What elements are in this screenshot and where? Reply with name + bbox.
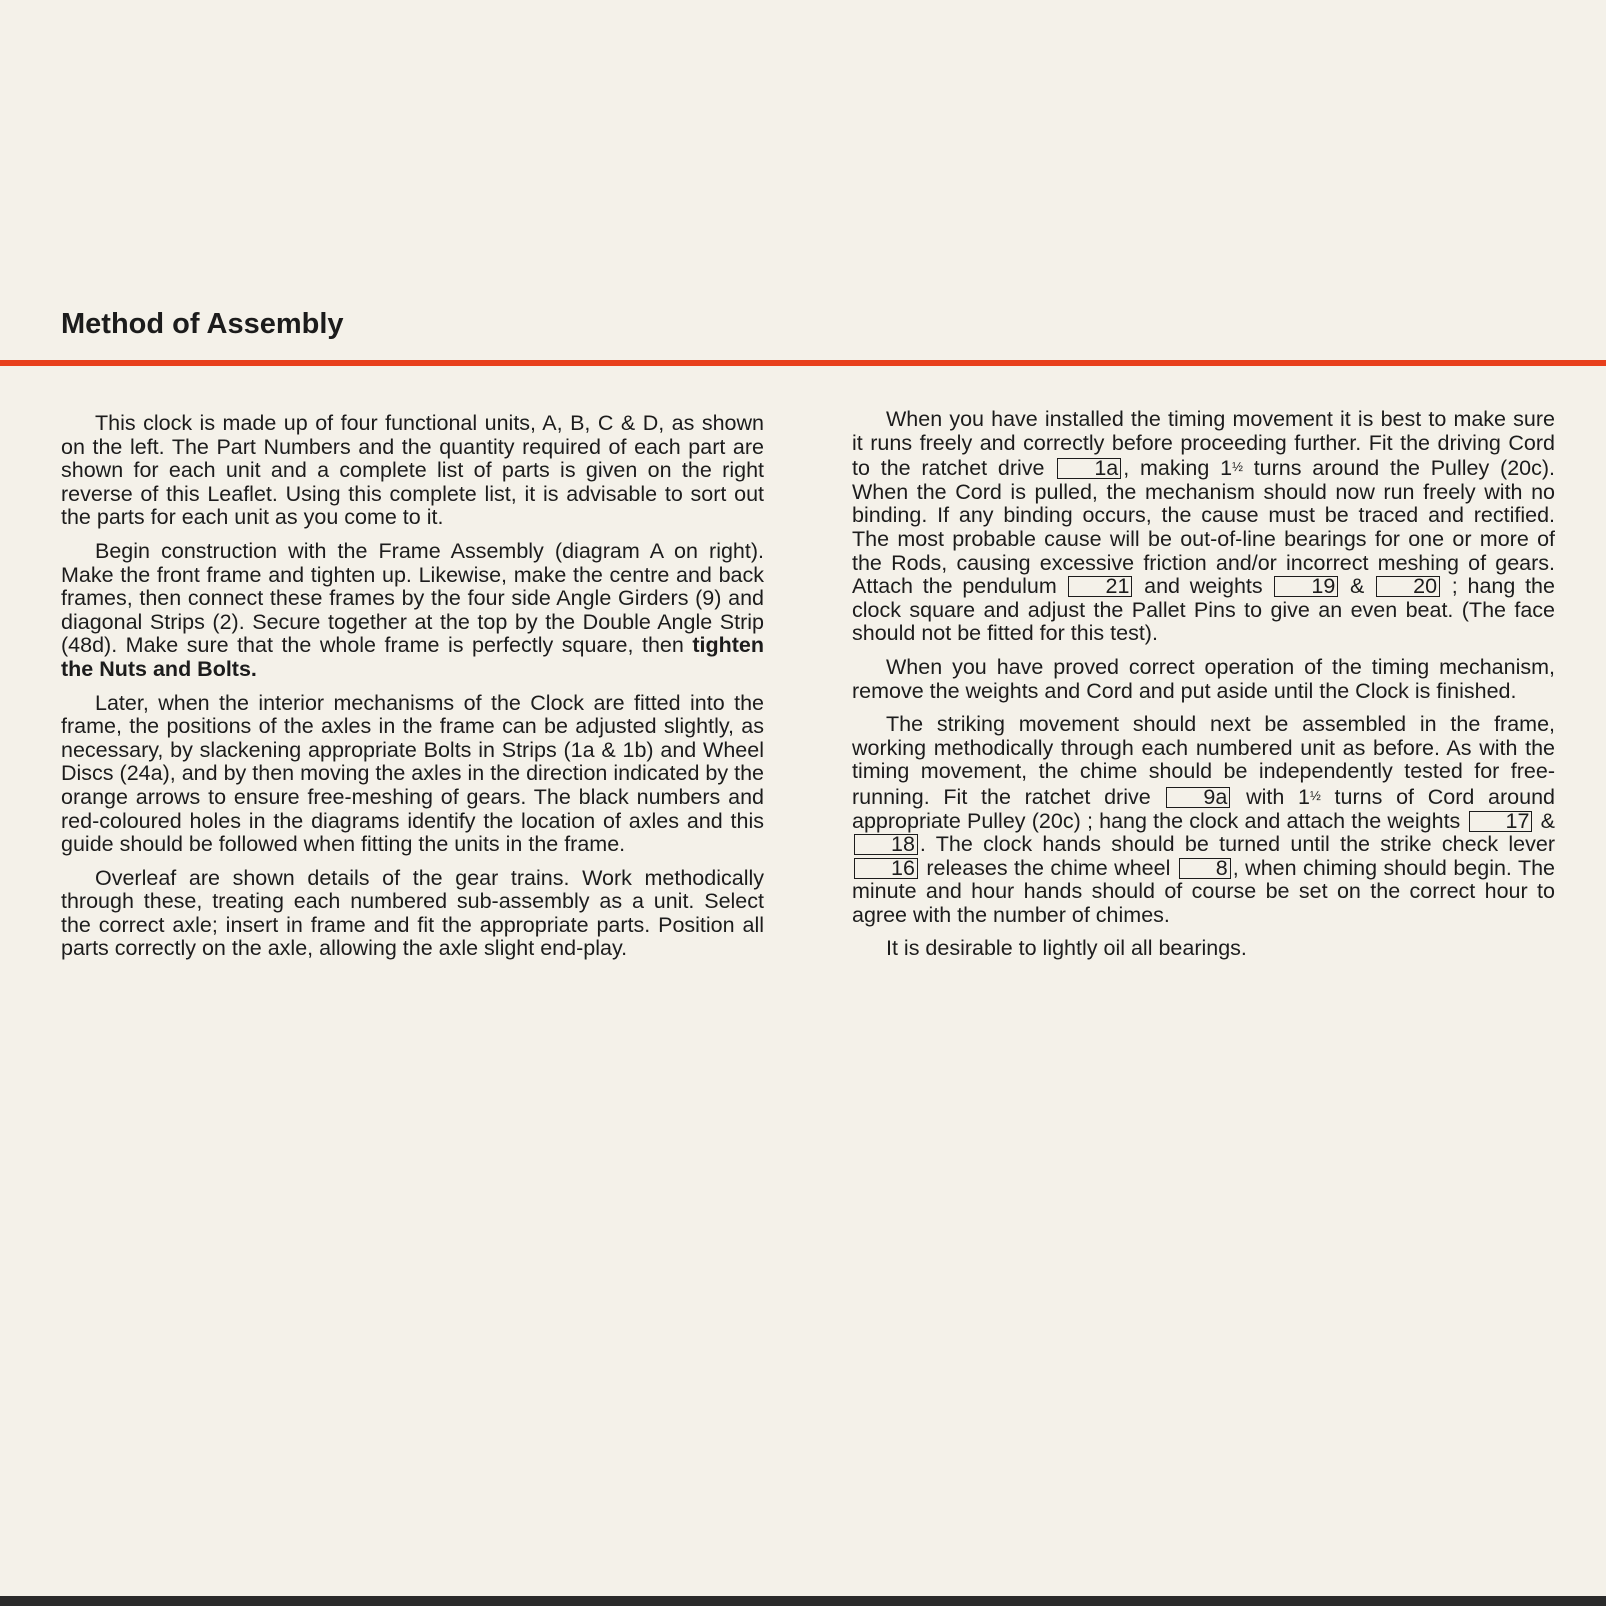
paragraph: Later, when the interior mechanisms of the Clock are fitted into the frame, the positions of the axles in the frame can be adjusted slightly, as necessary, by slackening appropriate Bolts in Strips (1a & 1b) and Wheel Discs (24a), and by then moving the axles in the direction indicated by the orange arrows to ensure free-meshing of gears. The black numbers and red-coloured holes in the diagrams identify the location of axles and this guide should be followed when fitting the units in the frame. [61, 690, 764, 857]
part-reference: 16 [854, 858, 918, 879]
part-reference: 9a [1166, 787, 1230, 808]
part-reference: 19 [1274, 576, 1338, 597]
paragraph-text: The striking movement should next be assembled in the frame, working methodically through each numbered unit as before. As with the timing movement, the chime should be independently tested for free-running. Fit the ratchet drive [852, 712, 1555, 809]
paragraph-text: Begin construction with the Frame Assembly (diagram A on right). Make the front frame and tighten up. Likewise, make the centre and back frames, then connect these frames by the four side Angle Girders (9) and diagonal Strips (2). Secure together at the top by the Double Angle Strip (48d). Make sure that the whole frame is perfectly square, then [61, 538, 764, 658]
page-title: Method of Assembly [61, 308, 344, 340]
part-reference: 8 [1179, 858, 1231, 879]
paragraph [852, 408, 1555, 646]
paragraph: This clock is made up of four functional units, A, B, C & D, as shown on the left. The Part Numbers and the quantity required of each part are shown for each unit and a complete list of parts is given on the right reverse of this Leaflet. Using this complete list, it is advisable to sort out the parts for each unit as you come to it. [61, 411, 764, 530]
paragraph: When you have proved correct operation of the timing mechanism, remove the weights and Cord and put aside until the Clock is finished. [852, 654, 1555, 703]
paragraph-text: turns around the Pulley (20c). When the Cord is pulled, the mechanism should now run freely with no binding. If any binding occurs, the cause must be traced and rectified. The most probable cause will be out-of-line bearings for one or more of the Rods, causing excessive friction and/or incorrect meshing of gears. Attach the pendulum [852, 456, 1556, 599]
paragraph: It is desirable to lightly oil all bearings. [886, 936, 1247, 961]
paragraph-text: with 1 [1232, 784, 1310, 809]
paragraph-text: & [1534, 808, 1555, 833]
paragraph [61, 540, 764, 682]
paragraph-text: and weights [1134, 574, 1273, 599]
part-reference: 18 [854, 834, 918, 855]
part-reference: 17 [1469, 811, 1533, 832]
part-reference: 1a [1057, 458, 1121, 479]
paragraph-text: releases the chime wheel [919, 855, 1177, 880]
paragraph-text: . The clock hands should be turned until the strike check lever [919, 832, 1555, 857]
left-column [61, 412, 764, 971]
paragraph-text: When you have installed the timing movement it is best to make sure it runs freely and correctly before proceeding further. Fit the driving Cord to the ratchet drive [852, 407, 1555, 481]
paragraph-text: ; hang the clock square and adjust the Pallet Pins to give an even beat. (The face should not be fitted for this test). [852, 574, 1555, 646]
header-divider [0, 360, 1606, 366]
paragraph-text: , making 1 [1123, 456, 1233, 481]
paragraph-text: turns of Cord around appropriate Pulley (20c) ; hang the clock and attach the weights [852, 784, 1555, 833]
fraction: ½ [1309, 787, 1321, 803]
paragraph [852, 713, 1555, 927]
paragraph-text: , when chiming should begin. The minute and hour hands should of course be set on the correct hour to agree with the number of chimes. [852, 855, 1556, 927]
bold-text: tighten the Nuts and Bolts. [61, 633, 764, 681]
paragraph: Overleaf are shown details of the gear trains. Work methodically through these, treating each numbered sub-assembly as a unit. Select the correct axle; insert in frame and fit the appropriate parts. Position all parts correctly on the axle, allowing the axle slight end-play. [61, 865, 764, 961]
bottom-border [0, 1596, 1606, 1606]
paragraph-text: & [1340, 574, 1375, 599]
fraction: ½ [1232, 459, 1243, 475]
part-reference: 20 [1376, 576, 1440, 597]
part-reference: 21 [1068, 576, 1132, 597]
right-column [852, 408, 1555, 971]
